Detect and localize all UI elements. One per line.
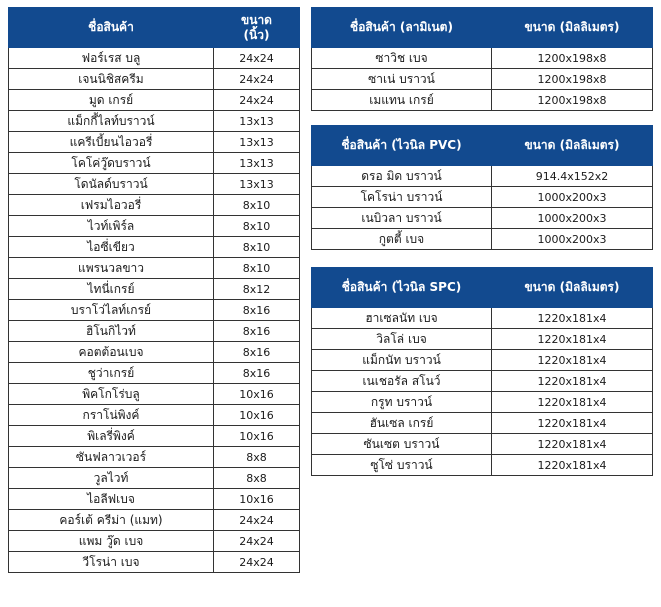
table-row (9, 174, 300, 195)
product-name-cell: แม็กกี้ไลท์บราวน์ (9, 111, 214, 132)
size-cell: 1220x181x4 (492, 371, 653, 392)
table-row (9, 489, 300, 510)
size-cell: 13x13 (214, 153, 300, 174)
size-cell: 8x16 (214, 300, 300, 321)
size-cell: 1220x181x4 (492, 308, 653, 329)
size-cell: 10x16 (214, 489, 300, 510)
table-row (9, 111, 300, 132)
product-name-cell: แครีเบี้ยนไอวอรี่ (9, 132, 214, 153)
header-product-name: ชื่อสินค้า (ไวนิล SPC) (312, 268, 492, 308)
table-header-row (312, 8, 653, 48)
table-row (9, 447, 300, 468)
product-name-cell: บราโว่ไลท์เกรย์ (9, 300, 214, 321)
product-name-cell: ซันเซต บราวน์ (312, 434, 492, 455)
product-name-cell: กูตตี้ เบจ (312, 229, 492, 250)
size-cell: 10x16 (214, 426, 300, 447)
table-row (312, 208, 653, 229)
table-row (312, 308, 653, 329)
table-row (312, 229, 653, 250)
header-size-mm: ขนาด (มิลลิเมตร) (492, 126, 653, 166)
product-name-cell: ดรอ มิด บราวน์ (312, 166, 492, 187)
size-cell: 1200x198x8 (492, 48, 653, 69)
product-name-cell: ซันฟลาวเวอร์ (9, 447, 214, 468)
header-size-mm: ขนาด (มิลลิเมตร) (492, 8, 653, 48)
size-cell: 10x16 (214, 384, 300, 405)
table-row (312, 48, 653, 69)
table-row (312, 455, 653, 476)
product-name-cell: พิคโกโร่บลู (9, 384, 214, 405)
product-name-cell: มูด เกรย์ (9, 90, 214, 111)
size-cell: 24x24 (214, 69, 300, 90)
product-name-cell: พิเลรี่พิงค์ (9, 426, 214, 447)
size-cell: 1220x181x4 (492, 455, 653, 476)
product-name-cell: แพรนวลขาว (9, 258, 214, 279)
size-cell: 8x16 (214, 363, 300, 384)
table-row (312, 166, 653, 187)
size-cell: 24x24 (214, 510, 300, 531)
size-cell: 8x16 (214, 321, 300, 342)
size-cell: 13x13 (214, 174, 300, 195)
table-header-row (9, 8, 300, 48)
product-name-cell: ฮาเซลนัท เบจ (312, 308, 492, 329)
product-name-cell: ฮิโนกิไวท์ (9, 321, 214, 342)
size-cell: 1000x200x3 (492, 208, 653, 229)
product-name-cell: แม็กนัท บราวน์ (312, 350, 492, 371)
product-name-cell: ฮันเซล เกรย์ (312, 413, 492, 434)
size-cell: 1000x200x3 (492, 229, 653, 250)
table-row (9, 195, 300, 216)
size-cell: 1220x181x4 (492, 392, 653, 413)
size-cell: 13x13 (214, 111, 300, 132)
product-name-cell: กราโน่พิงค์ (9, 405, 214, 426)
table-row (312, 392, 653, 413)
table-row (9, 132, 300, 153)
table-row (9, 48, 300, 69)
table-header-row (312, 126, 653, 166)
size-cell: 8x10 (214, 258, 300, 279)
table-row (312, 413, 653, 434)
product-name-cell: ไวท์เพิร์ล (9, 216, 214, 237)
product-name-cell: ไอลีฟเบจ (9, 489, 214, 510)
size-cell: 914.4x152x2 (492, 166, 653, 187)
table-row (9, 468, 300, 489)
table-row (9, 552, 300, 573)
product-name-cell: เนบิวลา บราวน์ (312, 208, 492, 229)
table-row (9, 216, 300, 237)
product-name-cell: ไทนี่เกรย์ (9, 279, 214, 300)
product-name-cell: โคโรน่า บราวน์ (312, 187, 492, 208)
table-row (312, 90, 653, 111)
vinyl-pvc-table (311, 125, 653, 250)
product-name-cell: กรูท บราวน์ (312, 392, 492, 413)
size-cell: 1220x181x4 (492, 434, 653, 455)
table-row (9, 384, 300, 405)
table-row (312, 434, 653, 455)
size-cell: 1200x198x8 (492, 69, 653, 90)
table-row (312, 69, 653, 90)
product-name-cell: โดนัลด์บราวน์ (9, 174, 214, 195)
laminate-table (311, 7, 653, 111)
product-name-cell: คอตต้อนเบจ (9, 342, 214, 363)
size-cell: 1220x181x4 (492, 329, 653, 350)
product-name-cell: ซาวิช เบจ (312, 48, 492, 69)
size-cell: 8x16 (214, 342, 300, 363)
product-name-cell: วิลโล่ เบจ (312, 329, 492, 350)
size-cell: 24x24 (214, 90, 300, 111)
size-cell: 24x24 (214, 531, 300, 552)
table-row (9, 153, 300, 174)
table-row (9, 258, 300, 279)
header-product-name: ชื่อสินค้า (ลามิเนต) (312, 8, 492, 48)
product-name-cell: คอร์เต้ ครีม่า (แมท) (9, 510, 214, 531)
table-row (9, 510, 300, 531)
table-row (9, 531, 300, 552)
product-name-cell: เฟรมไอวอรี่ (9, 195, 214, 216)
size-cell: 24x24 (214, 48, 300, 69)
size-cell: 1200x198x8 (492, 90, 653, 111)
size-cell: 1000x200x3 (492, 187, 653, 208)
table-row (9, 342, 300, 363)
product-name-cell: เมแทน เกรย์ (312, 90, 492, 111)
product-name-cell: วูลไวท์ (9, 468, 214, 489)
table-row (312, 371, 653, 392)
table-row (9, 279, 300, 300)
product-name-cell: โคโค่วู๊ดบราวน์ (9, 153, 214, 174)
vinyl-spc-table (311, 267, 653, 476)
table-row (9, 363, 300, 384)
table-row (312, 187, 653, 208)
size-cell: 8x8 (214, 468, 300, 489)
header-size-mm: ขนาด (มิลลิเมตร) (492, 268, 653, 308)
tile-size-table (8, 7, 300, 573)
size-cell: 8x8 (214, 447, 300, 468)
table-row (9, 321, 300, 342)
size-cell: 24x24 (214, 552, 300, 573)
header-product-name: ชื่อสินค้า (ไวนิล PVC) (312, 126, 492, 166)
table-row (9, 300, 300, 321)
size-cell: 13x13 (214, 132, 300, 153)
size-cell: 8x10 (214, 195, 300, 216)
table-header-row (312, 268, 653, 308)
product-name-cell: เจนนิชิสครีม (9, 69, 214, 90)
table-row (9, 426, 300, 447)
size-cell: 1220x181x4 (492, 350, 653, 371)
product-name-cell: ซูโซ่ บราวน์ (312, 455, 492, 476)
header-product-name: ชื่อสินค้า (9, 8, 214, 48)
product-name-cell: ซาเน่ บราวน์ (312, 69, 492, 90)
table-row (9, 405, 300, 426)
size-cell: 8x10 (214, 237, 300, 258)
header-size-inches: ขนาด (นิ้ว) (214, 8, 300, 48)
product-name-cell: ฟอร์เรส บลู (9, 48, 214, 69)
table-row (312, 329, 653, 350)
product-name-cell: วีโรน่า เบจ (9, 552, 214, 573)
size-cell: 8x10 (214, 216, 300, 237)
product-name-cell: แพม วู๊ด เบจ (9, 531, 214, 552)
product-name-cell: ชูว่าเกรย์ (9, 363, 214, 384)
product-name-cell: เนเชอรัล สโนว์ (312, 371, 492, 392)
size-cell: 8x12 (214, 279, 300, 300)
size-cell: 10x16 (214, 405, 300, 426)
table-row (9, 237, 300, 258)
table-row (9, 90, 300, 111)
table-row (312, 350, 653, 371)
product-name-cell: ไอซี่เขียว (9, 237, 214, 258)
size-cell: 1220x181x4 (492, 413, 653, 434)
table-row (9, 69, 300, 90)
